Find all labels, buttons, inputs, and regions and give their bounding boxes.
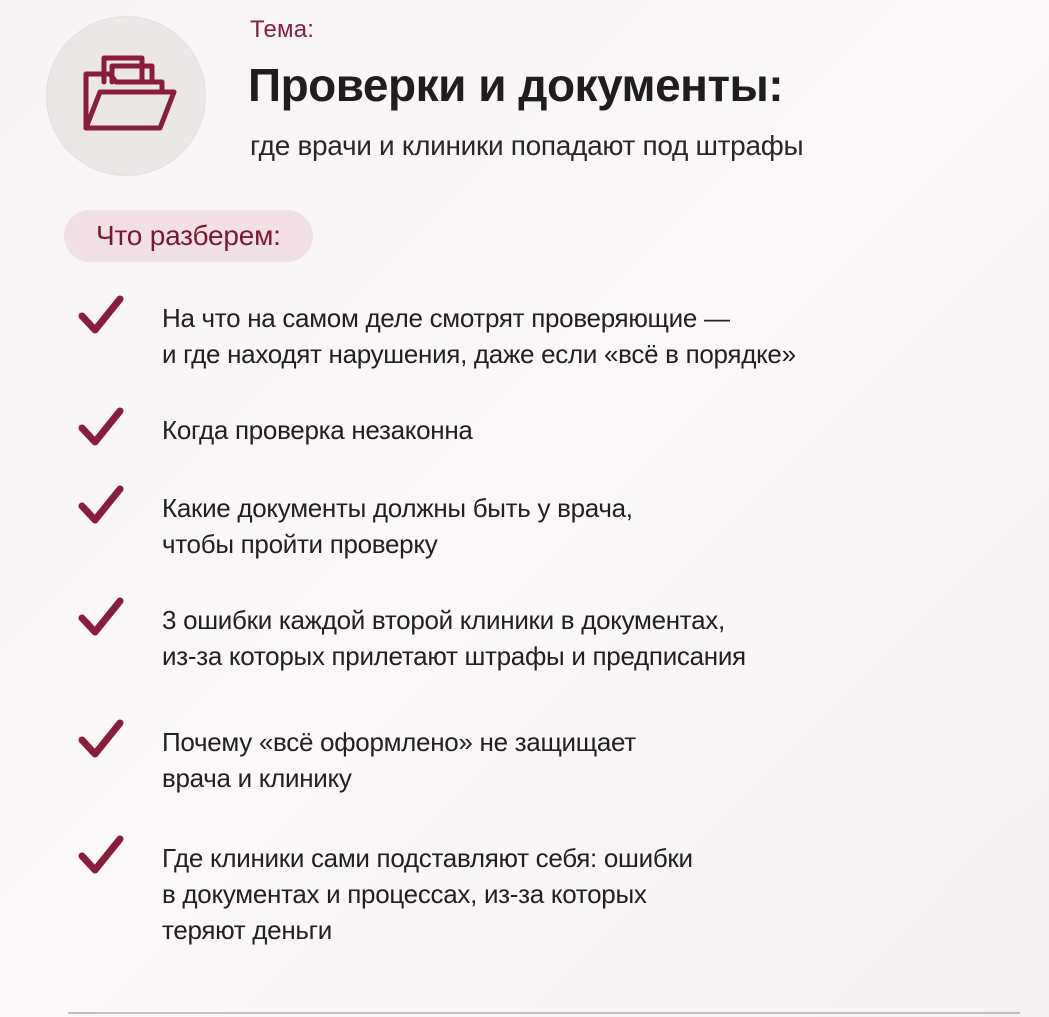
checklist-item-line: На что на самом деле смотрят проверяющие —	[162, 303, 730, 333]
section-label: Что разберем:	[96, 220, 281, 251]
checklist-item-line: 3 ошибки каждой второй клиники в документах,	[162, 605, 725, 635]
check-icon	[78, 596, 124, 638]
checklist-item-line: чтобы пройти проверку	[162, 529, 438, 559]
page-subtitle: где врачи и клиники попадают под штрафы	[250, 130, 804, 161]
topic-kicker: Тема:	[250, 16, 315, 43]
page-title: Проверки и документы:	[248, 59, 784, 111]
check-icon	[78, 718, 124, 760]
checklist-item-line: Почему «всё оформлено» не защищает	[162, 727, 636, 757]
checklist-item-line: из-за которых прилетают штрафы и предписания	[162, 641, 746, 671]
folder-documents-icon	[76, 42, 180, 146]
checklist-item-line: Когда проверка незаконна	[162, 415, 473, 445]
checklist-item-text	[162, 300, 1022, 372]
checklist-item-text	[162, 724, 1022, 796]
checklist-item-text	[162, 490, 1022, 562]
check-icon	[78, 834, 124, 876]
checklist-item-line: в документах и процессах, из-за которых	[162, 879, 647, 909]
checklist-item-line: и где находят нарушения, даже если «всё в порядке»	[162, 339, 796, 369]
footer-divider	[68, 1012, 1020, 1014]
check-icon	[78, 406, 124, 448]
checklist-item-line: врача и клинику	[162, 763, 352, 793]
checklist-item-text	[162, 602, 1022, 674]
header	[0, 0, 1049, 200]
checklist-item-line: Какие документы должны быть у врача,	[162, 493, 633, 523]
checklist-item-text	[162, 412, 1022, 448]
checklist-item-line: Где клиники сами подставляют себя: ошибки	[162, 843, 693, 873]
topic-icon-badge	[46, 16, 206, 176]
checklist-item-text	[162, 840, 1022, 948]
checklist-item-line: теряют деньги	[162, 915, 333, 945]
section-label-pill	[64, 210, 313, 262]
check-icon	[78, 294, 124, 336]
check-icon	[78, 484, 124, 526]
